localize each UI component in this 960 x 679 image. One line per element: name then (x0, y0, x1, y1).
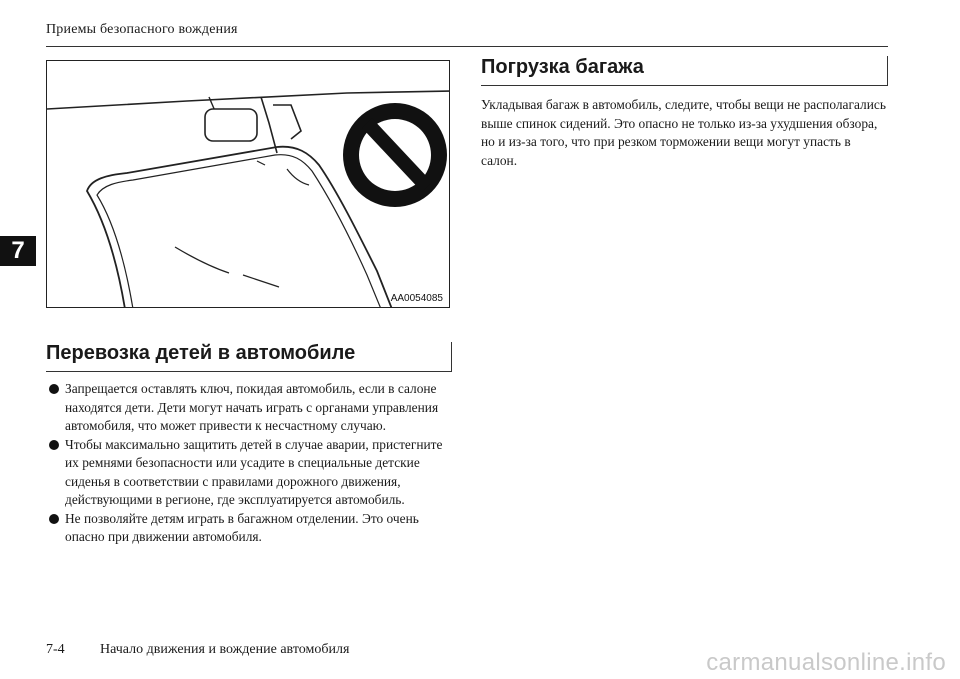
figure-illustration (46, 60, 450, 308)
section-heading-children: Перевозка детей в автомобиле (46, 342, 452, 372)
luggage-paragraph: Укладывая багаж в автомобиль, следите, чтобы вещи не располагались выше спинок сидений. Это опасно не только из-за ухудшения обзора, но и из-за того, что при резком торможении вещи могут упасть в салон. (481, 97, 886, 168)
bullet-icon (49, 514, 59, 524)
list-item-text: Не позволяйте детям играть в багажном отделении. Это очень опасно при движении автомобиля. (65, 510, 419, 544)
page-number: 7-4 (46, 642, 65, 657)
list-item (46, 436, 452, 510)
running-header: Приемы безопасного вождения (46, 22, 238, 37)
chapter-tab: 7 (0, 236, 36, 266)
header-rule (46, 46, 888, 47)
bullet-icon (49, 440, 59, 450)
figure-code: AA0054085 (390, 293, 443, 304)
list-item (46, 510, 452, 547)
list-item (46, 380, 452, 436)
bullet-icon (49, 384, 59, 394)
footer (46, 642, 349, 658)
section-heading-luggage: Погрузка багажа (481, 56, 888, 86)
children-safety-list (46, 380, 452, 547)
list-item-text: Чтобы максимально защитить детей в случае аварии, пристегните их ремнями безопасности или усадите в специальные детские сиденья в соответствии с правилами дорожного движения, действующими в регионе, где эксплуатируется автомобиль. (65, 436, 443, 507)
list-item-text: Запрещается оставлять ключ, покидая автомобиль, если в салоне находятся дети. Дети могут начать играть с органами управления автомобиля, что может привести к несчастному случаю. (65, 381, 439, 433)
windshield-prohibited-illustration (47, 61, 450, 308)
footer-chapter-title: Начало движения и вождение автомобиля (100, 642, 350, 657)
watermark: carmanualsonline.info (706, 649, 946, 676)
